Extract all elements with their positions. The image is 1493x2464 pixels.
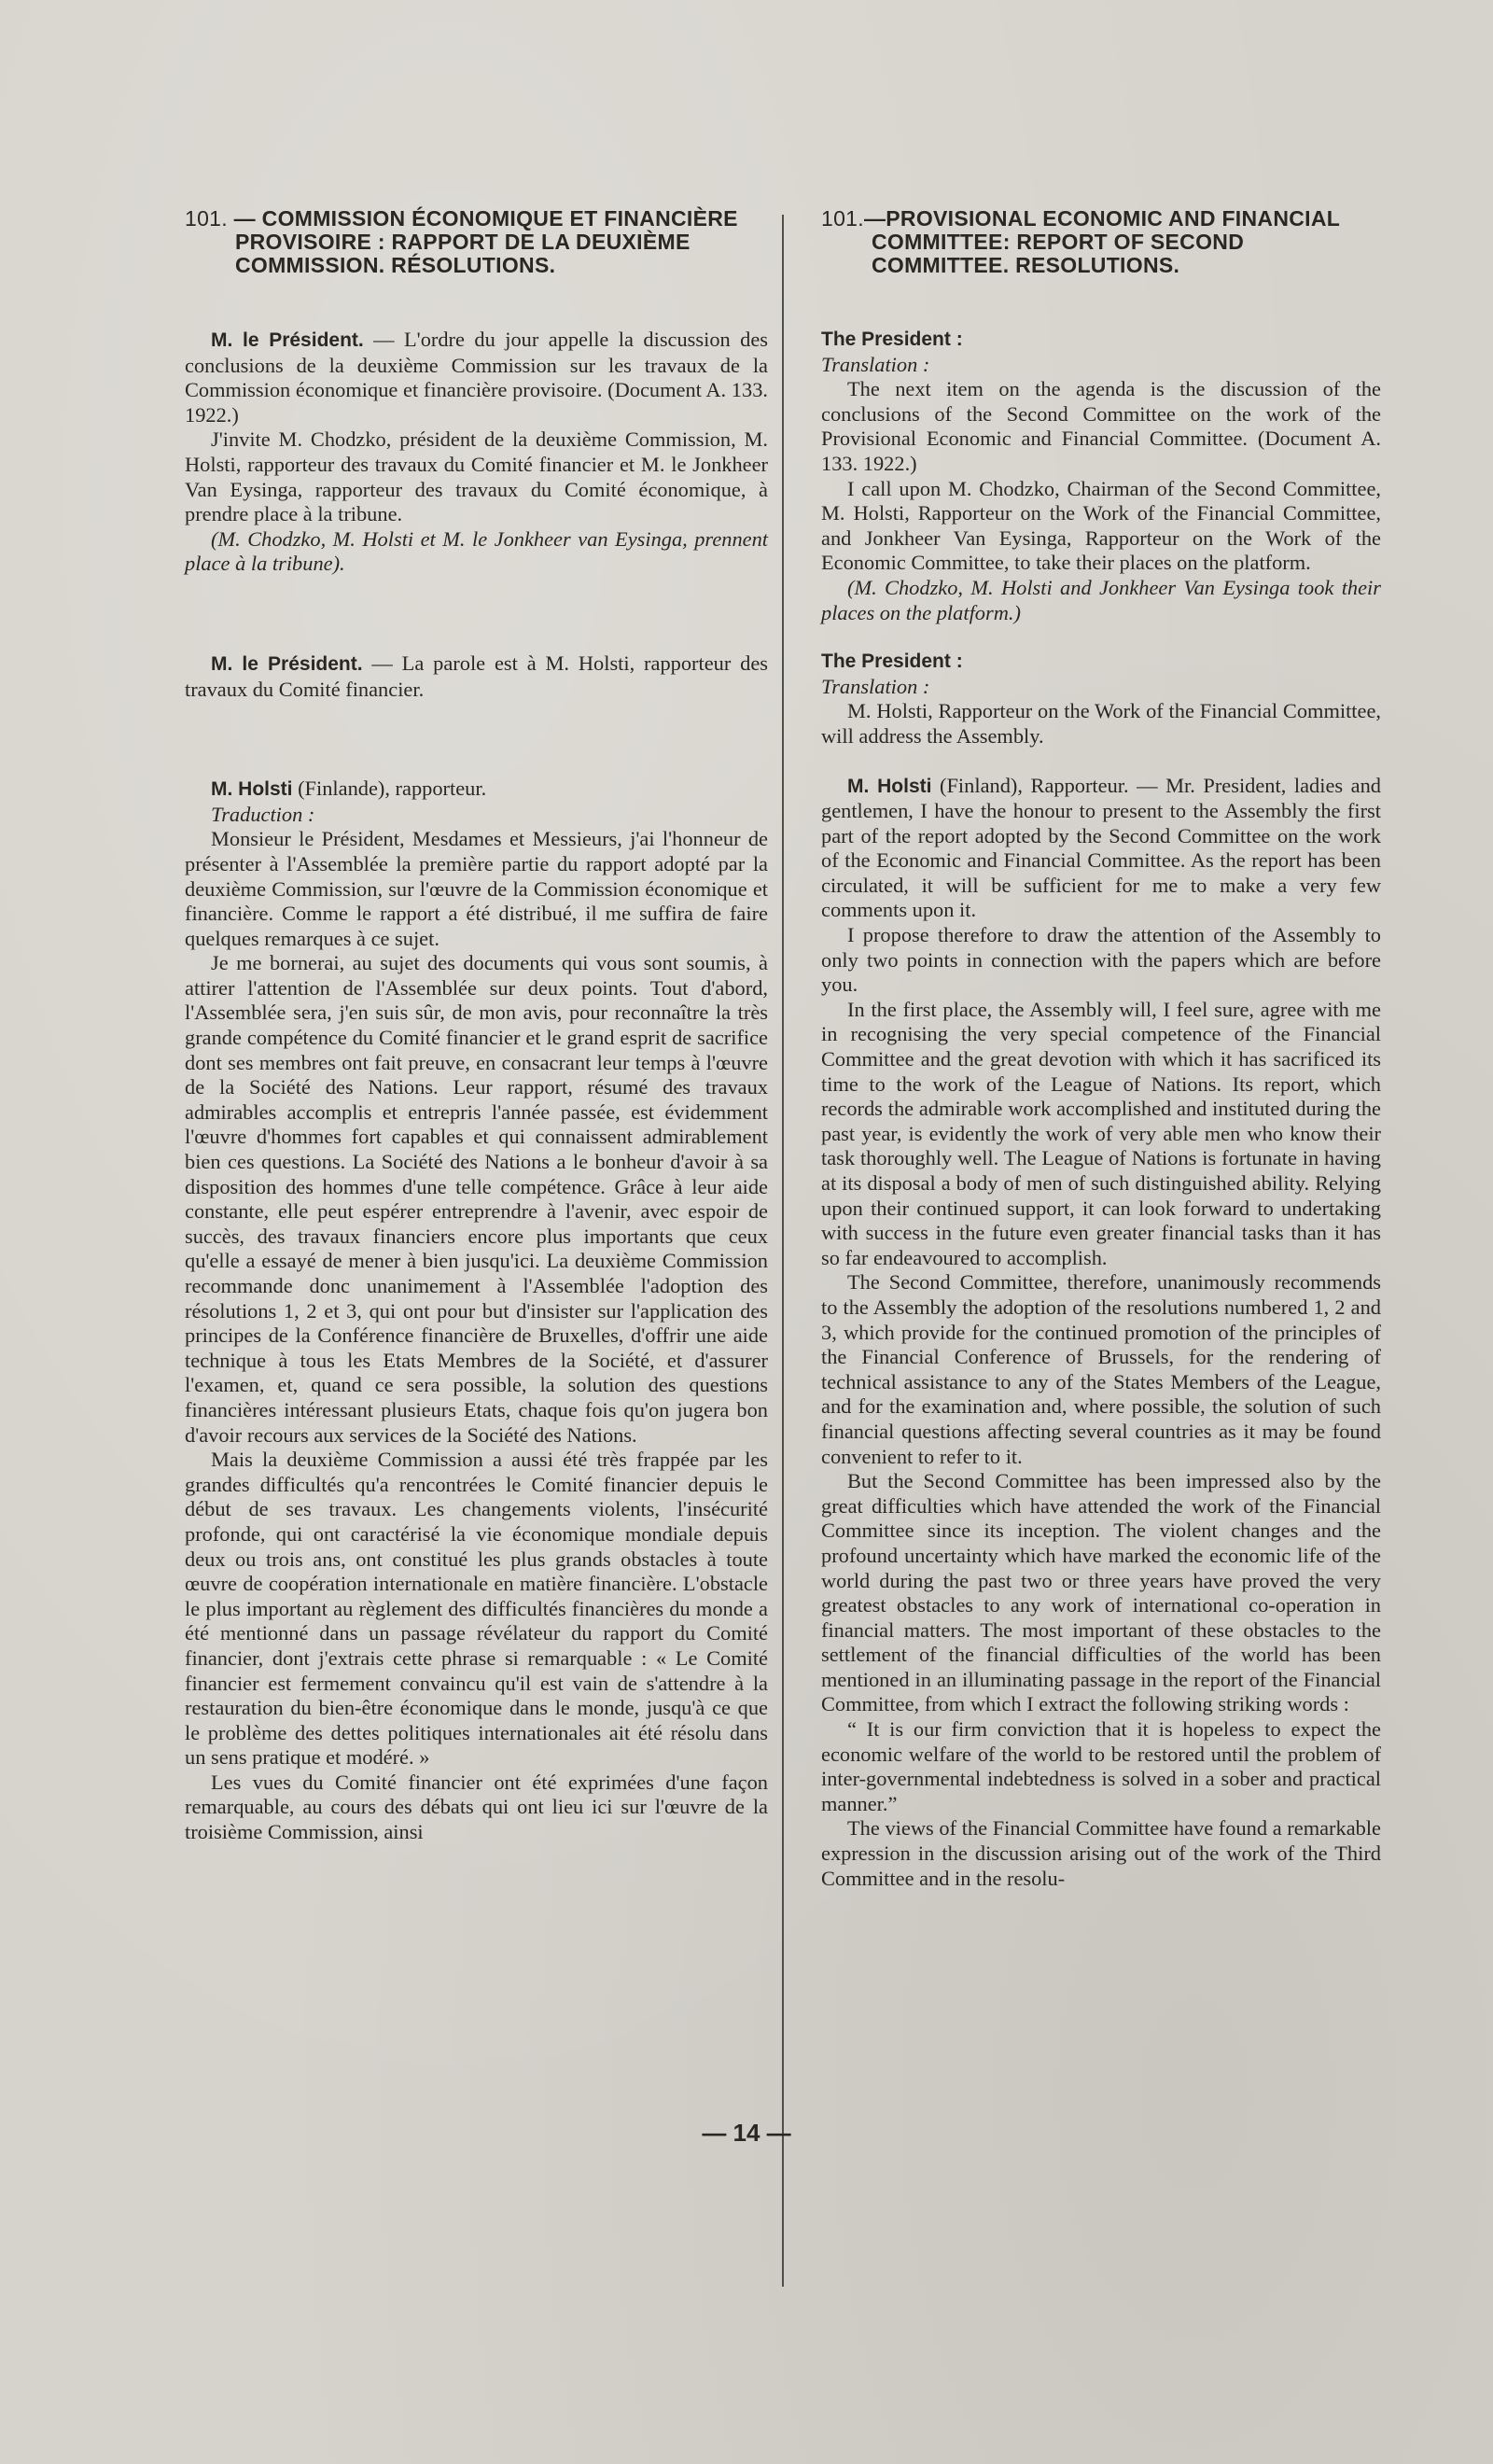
english-holsti-p4: But the Second Committee has been impressed also by the great difficulties which have attended the work of the Financial Committee since its inception. The violent changes and the profound uncertainty which have marked the economic life of the world during the past two or three years have proved the very greatest obstacles to any work of international co-operation in financial matters. The most important of these obstacles to the settlement of the financial difficulties of the world has been mentioned in an illuminating passage in the report of the Financial Committee, from which I extract the following striking words : [821,1469,1381,1716]
french-president-text: — L'ordre du jour appelle la discussion des conclusions de la deuxième Commission sur les travaux de la Commission économique et financière provisoire. (Document A. 133. 1922.) [185,328,768,427]
french-president-floor-text: — La parole est à M. Holsti, rapporteur des travaux du Comité financier. [185,651,769,701]
french-heading-text: — COMMISSION ÉCONOMIQUE ET FINANCIÈRE PROVISOIRE : RAPPORT DE LA DEUXIÈME COMMISSION. RÉSOLUTIONS. [233,206,738,277]
french-stage-direction: (M. Chodzko, M. Holsti et M. le Jonkheer van Eysinga, prennent place à la tribune). [185,526,768,576]
english-speaker-president-2: The President : [821,651,963,673]
french-holsti-p1: Monsieur le Président, Mesdames et Messieurs, j'ai l'honneur de présenter à l'Assemblée la première partie du rapport adopté par la deuxième Commission, sur l'œuvre de la Commission économique et financière. Comme le rapport a été distribué, il me suffira de faire quelques remarques à ce sujet. [185,827,768,950]
french-speaker-president: M. le Président. [211,329,364,351]
french-speaker-president-2: M. le Président. [211,652,363,675]
french-heading [185,207,768,277]
english-heading [821,207,1381,277]
french-translation-label: Traduction : [211,802,315,826]
english-holsti-p5: The views of the Financial Committee have found a remarkable expression in the discussion arising out of the work of the Third Committee and in the resolu- [821,1816,1381,1890]
english-holsti-p2: In the first place, the Assembly will, I feel sure, agree with me in recognising the very special competence of the Financial Committee and the great devotion with which it has sacrificed its time to the work of the League of Nations. Its report, which records the admirable work accomplished and instituted during the past year, is evidently the work of very able men who know their task thoroughly well. The League of Nations is fortunate in having at its disposal a body of men of such distinguished ability. Relying upon their continued support, it can look forward to undertaking with success in the future even greater financial tasks than it has so far endeavoured to accomplish. [821,997,1381,1269]
english-heading-text: —PROVISIONAL ECONOMIC AND FINANCIAL COMMITTEE: REPORT OF SECOND COMMITTEE. RESOLUTIONS. [863,206,1340,277]
english-column [821,207,1381,1891]
english-holsti-role: (Finland), Rapporteur. — Mr. President, ladies and gentlemen, I have the honour to present to the Assembly the first part of the report adopted by the Second Committee on the work of the Economic and Financial Committee. As the report has been circulated, it will be sufficient for me to make a very few comments upon it. [821,773,1381,922]
english-stage-direction: (M. Chodzko, M. Holsti and Jonkheer Van Eysinga took their places on the platform.) [821,575,1381,624]
french-column [185,207,768,1845]
french-holsti-p4: Les vues du Comité financier ont été exprimées d'une façon remarquable, au cours des débats qui ont lieu ici sur l'œuvre de la troisième Commission, ainsi [185,1770,768,1844]
french-president-intro [185,328,768,427]
french-holsti-speaker [185,777,768,803]
english-holsti-p3: The Second Committee, therefore, unanimously recommends to the Assembly the adoption of the resolutions numbered 1, 2 and 3, which provide for the continued promotion of the principles of the Financial Conference of Brussels, for the rendering of technical assistance to any of the States Members of the League, and for the examination and, where possible, the solution of such financial questions affecting several countries as it may be found convenient to refer to it. [821,1270,1381,1468]
english-translation-label-2: Translation : [821,674,930,698]
english-holsti-intro [821,774,1381,924]
english-speaker-holsti: M. Holsti [847,775,932,797]
french-invitation: J'invite M. Chodzko, président de la deuxième Commission, M. Holsti, rapporteur des travaux du Comité financier et M. le Jonkheer Van Eysinga, rapporteur des travaux du Comité économique, à prendre place à la tribune. [185,427,768,526]
french-heading-number: 101. [185,206,228,231]
page-number: — 14 — [702,2119,791,2147]
english-translation-label: Translation : [821,352,930,376]
french-president-floor [185,651,768,702]
french-speaker-holsti: M. Holsti [211,778,293,801]
english-president-floor: M. Holsti, Rapporteur on the Work of the Financial Committee, will address the Assembly. [821,699,1381,748]
english-holsti-quote: “ It is our firm conviction that it is hopeless to expect the economic welfare of the world to be restored until the problem of inter-governmental indebtedness is solved in a sober and practical manner.” [821,1717,1381,1815]
french-holsti-p3: Mais la deuxième Commission a aussi été très frappée par les grandes difficultés qu'a rencontrées le Comité financier depuis le début de ses travaux. Les changements violents, l'insécurité profonde, qui ont caractérisé la vie économique mondiale depuis deux ou trois ans, ont constitué les plus grands obstacles à toute œuvre de coopération internationale en matière financière. L'obstacle le plus important au règlement des difficultés financières du monde a été mentionné dans un passage révélateur du rapport du Comité financier, dont j'extrais cette phrase si remarquable : « Le Comité financier est fermement convaincu qu'il est vain de s'attendre à la restauration du bien-être économique dans le monde, jusqu'à ce que le problème des dettes politiques internationales ait été résolu dans un sens pratique et modéré. » [185,1448,768,1770]
english-president-intro: The next item on the agenda is the discussion of the conclusions of the Second Committee on the work of the Provisional Economic and Financial Committee. (Document A. 133. 1922.) [821,377,1381,475]
column-divider [782,215,784,2287]
french-holsti-p2: Je me bornerai, au sujet des documents qui vous sont soumis, à attirer l'attention de l'Assemblée sur deux points. Tout d'abord, l'Assemblée sera, j'en suis sûr, de mon avis, pour reconnaître la très grande compétence du Comité financier et le grand esprit de sacrifice dont ses membres ont fait preuve, en consacrant leur temps à l'œuvre de la Société des Nations. Leur rapport, résumé des travaux admirables accomplis et entrepris l'année passée, est évidemment l'œuvre d'hommes fort capables et qui connaissent admirablement bien ces questions. La Société des Nations a le bonheur d'avoir à sa disposition des hommes d'une telle compétence. Grâce à leur aide constante, elle peut espérer entreprendre à l'avenir, avec espoir de succès, des travaux financiers encore plus importants que ceux qu'elle a essayé de mener à bien jusqu'ici. La deuxième Commission recommande donc unanimement à l'Assemblée l'adoption des résolutions 1, 2 et 3, qui ont pour but d'insister sur l'application des principes de la Conférence financière de Bruxelles, d'offrir une aide technique à tous les Etats Membres de la Société, et d'assurer l'examen, et, quand ce sera possible, la solution des questions financières intéressant plusieurs Etats, chaque fois qu'on jugera bon d'avoir recours aux services de la Société des Nations. [185,951,768,1447]
english-invitation: I call upon M. Chodzko, Chairman of the Second Committee, M. Holsti, Rapporteur on the Work of the Financial Committee, and Jonkheer Van Eysinga, Rapporteur on the Work of the Economic Committee, to take their places on the platform. [821,476,1381,575]
french-holsti-role: (Finlande), rapporteur. [292,777,487,801]
english-heading-number: 101. [821,206,864,231]
english-holsti-p1: I propose therefore to draw the attention of the Assembly to only two points in connection with the papers which are before you. [821,923,1381,997]
english-speaker-president: The President : [821,329,963,350]
